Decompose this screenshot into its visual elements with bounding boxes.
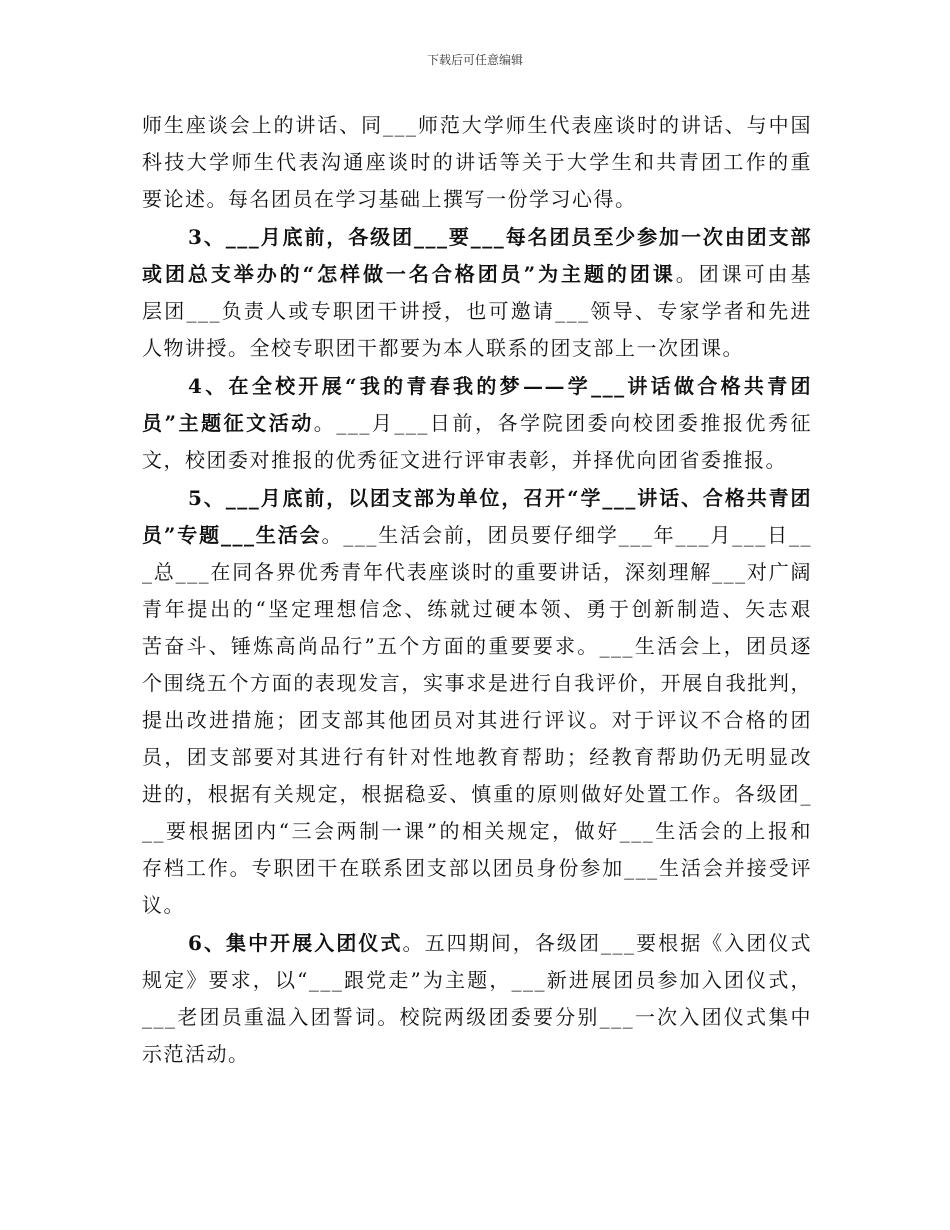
text-line: 议。 bbox=[142, 893, 185, 917]
text-line: ___老团员重温入团誓词。校院两级团委要分别___一次入团仪式集中 bbox=[142, 1005, 812, 1029]
text-line: 进的，根据有关规定，根据稳妥、慎重的原则做好处置工作。各级团_ bbox=[142, 782, 812, 806]
item-3-heading: 3、___月底前，各级团___要___每名团员至少参加一次由团支部 bbox=[188, 225, 812, 249]
text-line: __要根据团内“三会两制一课”的相关规定，做好___生活会的上报和 bbox=[142, 819, 812, 843]
item-4-heading: 4、在全校开展“我的青春我的梦——学___讲话做合格共青团 bbox=[188, 374, 812, 398]
text-line: 层团___负责人或专职团干讲授，也可邀请___领导、专家学者和先进 bbox=[142, 299, 812, 323]
text-line: 苦奋斗、锤炼高尚品行”五个方面的重要要求。___生活会上，团员逐 bbox=[142, 634, 812, 658]
text-line: 或团总支举办的“怎样做一名合格团员”为主题的团课。团课可由基 bbox=[142, 262, 812, 286]
text-line: 文，校团委对推报的优秀征文进行评审表彰，并择优向团省委推报。 bbox=[142, 448, 787, 472]
text-line: 人物讲授。全校专职团干都要为本人联系的团支部上一次团课。 bbox=[142, 336, 744, 360]
item-5-heading: 5、___月底前，以团支部为单位，召开“学___讲话、合格共青团 bbox=[188, 486, 812, 510]
page-header: 下载后可任意编辑 bbox=[426, 53, 523, 67]
text-line: 青年提出的“坚定理想信念、练就过硬本领、勇于创新制造、矢志艰 bbox=[142, 597, 812, 621]
text-line: 存档工作。专职团干在联系团支部以团员身份参加___生活会并接受评 bbox=[142, 856, 812, 880]
text-line: 要论述。每名团员在学习基础上撰写一份学习心得。 bbox=[142, 187, 637, 211]
text-line: 规定》要求，以“___跟党走”为主题，___新进展团员参加入团仪式， bbox=[142, 968, 812, 992]
item-6-heading: 6、集中开展入团仪式。五四期间，各级团___要根据《入团仪式 bbox=[188, 931, 812, 955]
text-line: 员”专题___生活会。___生活会前，团员要仔细学___年___月___日__ bbox=[142, 523, 812, 547]
text-line: 个围绕五个方面的表现发言，实事求是进行自我评价，开展自我批判， bbox=[142, 671, 812, 695]
text-line: 提出改进措施；团支部其他团员对其进行评议。对于评议不合格的团 bbox=[142, 708, 812, 732]
text-line: 员，团支部要对其进行有针对性地教育帮助；经教育帮助仍无明显改 bbox=[142, 745, 812, 769]
text-line: 示范活动。 bbox=[142, 1042, 250, 1066]
text-line: 师生座谈会上的讲话、同___师范大学师生代表座谈时的讲话、与中国 bbox=[142, 113, 812, 137]
text-line: 员”主题征文活动。___月___日前，各学院团委向校团委推报优秀征 bbox=[142, 411, 812, 435]
text-line: _总___在同各界优秀青年代表座谈时的重要讲话，深刻理解___对广阔 bbox=[142, 560, 812, 584]
text-line: 科技大学师生代表沟通座谈时的讲话等关于大学生和共青团工作的重 bbox=[142, 150, 812, 174]
